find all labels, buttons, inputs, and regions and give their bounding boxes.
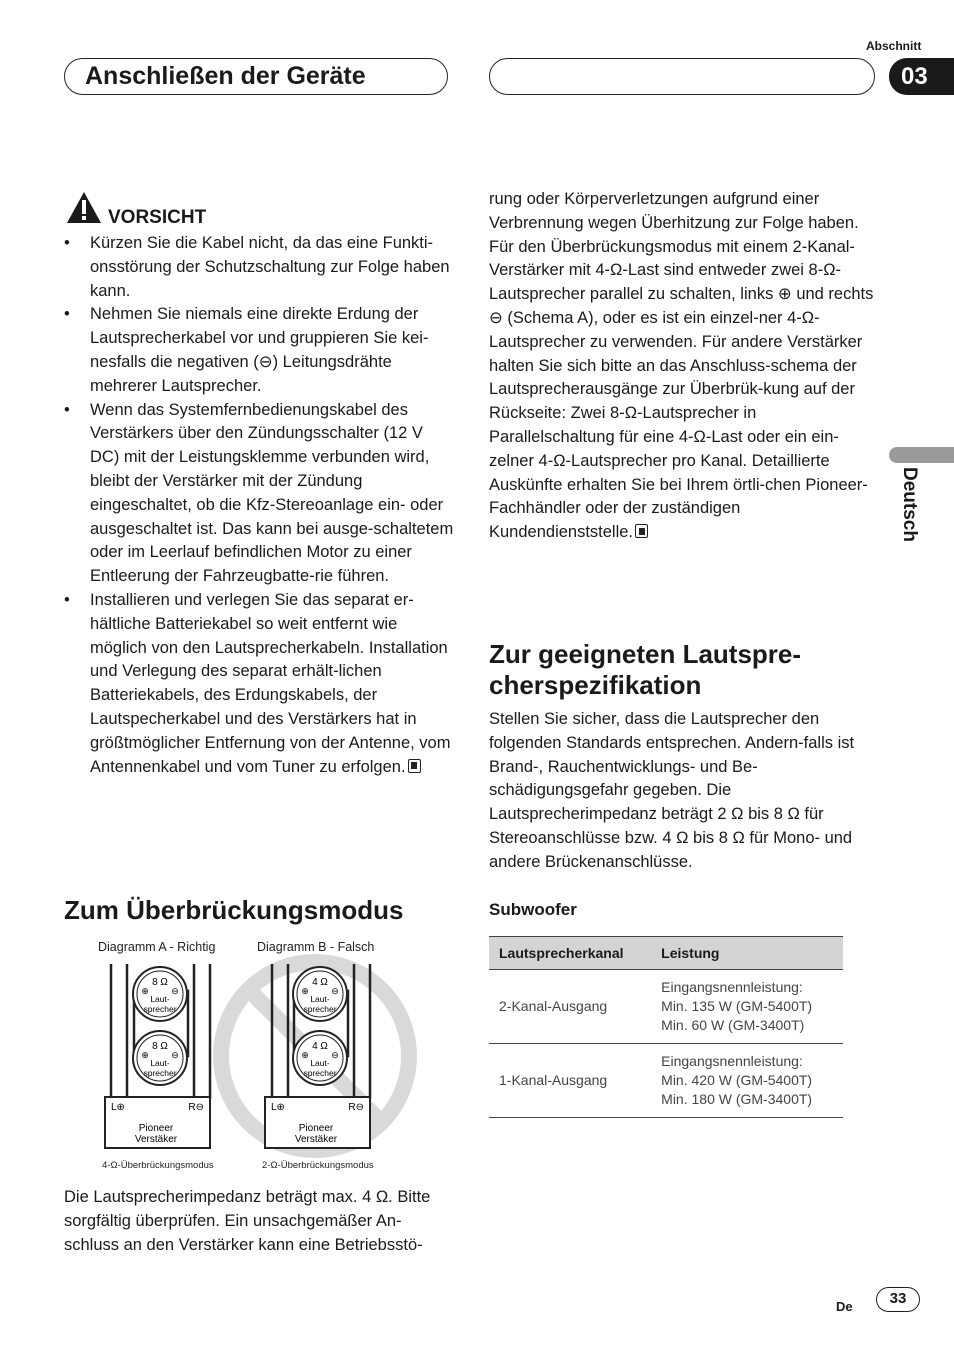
- svg-text:L⊕: L⊕: [111, 1102, 125, 1113]
- diagram-b-speaker-bottom: [293, 1031, 347, 1085]
- svg-text:⊖: ⊖: [171, 1050, 179, 1060]
- caution-title: VORSICHT: [108, 207, 207, 228]
- svg-text:Laut-: Laut-: [310, 994, 330, 1004]
- svg-text:Pioneer: Pioneer: [298, 1123, 334, 1134]
- footer-language: De: [836, 1299, 853, 1314]
- table-header-power: Leistung: [651, 937, 843, 970]
- diagram-a-speaker-top: [133, 967, 187, 1021]
- svg-text:⊕: ⊕: [141, 1050, 149, 1060]
- diagram-a-amplifier: [105, 1097, 210, 1148]
- svg-text:Laut-: Laut-: [150, 1058, 170, 1068]
- svg-text:4 Ω: 4 Ω: [312, 977, 328, 988]
- header-right-pill: [489, 58, 875, 95]
- svg-text:sprecher: sprecher: [303, 1004, 337, 1014]
- table-cell-channel: 1-Kanal-Ausgang: [489, 1044, 651, 1118]
- svg-text:L⊕: L⊕: [271, 1102, 285, 1113]
- end-mark-icon: [408, 759, 421, 773]
- table-cell-channel: 2-Kanal-Ausgang: [489, 970, 651, 1044]
- diagram-b-caption: 2-Ω-Überbrückungsmodus: [262, 1160, 374, 1171]
- svg-text:8 Ω: 8 Ω: [152, 1041, 168, 1052]
- diagram-b-amplifier: [265, 1097, 370, 1148]
- table-cell-power: Eingangsnennleistung: Min. 135 W (GM-5400T) Min. 60 W (GM-3400T): [651, 970, 843, 1044]
- svg-text:sprecher: sprecher: [303, 1068, 337, 1078]
- chapter-title-pill: [64, 58, 448, 95]
- svg-text:R⊖: R⊖: [188, 1102, 204, 1113]
- svg-text:Laut-: Laut-: [150, 994, 170, 1004]
- caution-item: • Kürzen Sie die Kabel nicht, da das eine Funkti-onsstörung der Schutzschaltung zur Folge haben kann.: [64, 232, 456, 303]
- diagram-a-title: Diagramm A - Richtig: [98, 940, 216, 954]
- diagram-b-title: Diagramm B - Falsch: [257, 940, 375, 954]
- speaker-spec-heading: Zur geeigneten Lautspre-cherspezifikation: [489, 639, 802, 700]
- subwoofer-table-wrap: [489, 936, 843, 1118]
- side-tab-language-label: Deutsch: [899, 467, 920, 542]
- side-tab-marker: [889, 447, 954, 463]
- side-tab-language: [880, 467, 940, 557]
- svg-text:⊕: ⊕: [301, 986, 309, 996]
- table-row: [489, 970, 843, 1044]
- table-header-channel: Lautsprecherkanal: [489, 937, 651, 970]
- svg-text:sprecher: sprecher: [143, 1004, 177, 1014]
- svg-text:⊖: ⊖: [331, 986, 339, 996]
- section-label: Abschnitt: [866, 39, 922, 53]
- diagram-b-speaker-top: [293, 967, 347, 1021]
- svg-text:⊕: ⊕: [141, 986, 149, 996]
- caution-item: • Nehmen Sie niemals eine direkte Erdung der Lautsprecherkabel vor und gruppieren Sie kei-nesfalls die negativen (⊖) Leitungsdrähte mehrerer Lautsprecher.: [64, 303, 456, 398]
- bridge-paragraph-left: Die Lautsprecherimpedanz beträgt max. 4 Ω. Bitte sorgfältig überprüfen. Ein unsachgemäßer An-schluss an den Verstärker kann eine Betriebsstö-: [64, 1188, 431, 1254]
- svg-text:R⊖: R⊖: [348, 1102, 364, 1113]
- warning-triangle-icon: [66, 191, 102, 224]
- caution-list: [64, 232, 456, 779]
- svg-text:Pioneer: Pioneer: [138, 1123, 174, 1134]
- caution-item: • Installieren und verlegen Sie das separat er-hältliche Batteriekabel so weit entfernt wie möglich von den Lautsprecherkabeln. Installation und Verlegung des separat erhält-lichen Batteriekabels, des Erdungskabels, der Lautspecherkabel und des Verstärkers hat in größtmöglicher Entfernung von der Antenne, vom Antennenkabel und vom Tuner zu erfolgen.: [64, 589, 456, 779]
- chapter-title: Anschließen der Geräte: [85, 62, 366, 90]
- bridge-diagrams: [64, 934, 454, 1174]
- svg-text:4 Ω: 4 Ω: [312, 1041, 328, 1052]
- svg-text:⊖: ⊖: [171, 986, 179, 996]
- svg-text:Laut-: Laut-: [310, 1058, 330, 1068]
- svg-text:Verstäker: Verstäker: [294, 1134, 338, 1145]
- table-row: [489, 1044, 843, 1118]
- svg-text:⊕: ⊕: [301, 1050, 309, 1060]
- diagram-a-speaker-bottom: [133, 1031, 187, 1085]
- section-number: 03: [889, 58, 954, 95]
- bridge-paragraph-right: rung oder Körperverletzungen aufgrund einer Verbrennung wegen Überhitzung zur Folge haben. Für den Überbrückungsmodus mit einem 2-Kanal-Verstärker mit 4-Ω-Last sind entweder zwei 8-Ω-Lautsprecher parallel zu schalten, links ⊕ und rechts ⊖ (Schema A), oder es ist ein einzel-ner 4-Ω-Lautsprecher zu verwenden. Für andere Verstärker halten Sie sich bitte an das Anschluss-schema der Lautsprecherausgänge zur Überbrük-kung auf der Rückseite: Zwei 8-Ω-Lautsprecher in Parallelschaltung für eine 4-Ω-Last oder ein ein-zelner 4-Ω-Lautsprecher pro Kanal. Detaillierte Auskünfte erhalten Sie bei Ihrem örtli-chen Pioneer-Fachhändler oder der zuständigen Kundendienststelle.: [489, 190, 874, 542]
- svg-text:8 Ω: 8 Ω: [152, 977, 168, 988]
- subwoofer-subheading: Subwoofer: [489, 900, 577, 919]
- caution-item: • Wenn das Systemfernbedienungskabel des Verstärkers über den Zündungsschalter (12 V DC) mit der Leistungsklemme verbunden wird, bleibt der Verstärker mit der Zündung eingeschaltet, ob die Kfz-Stereoanlage ein- oder ausgeschaltet ist. Das kann bei ausge-schaltetem oder im Leerlauf befindlichen Motor zu einer Entleerung der Fahrzeugbatte-rie führen.: [64, 399, 456, 589]
- svg-text:sprecher: sprecher: [143, 1068, 177, 1078]
- bridge-heading: Zum Überbrückungsmodus: [64, 895, 404, 925]
- end-mark-icon: [635, 524, 648, 538]
- speaker-spec-paragraph: Stellen Sie sicher, dass die Lautsprecher den folgenden Standards entsprechen. Andern-falls ist Brand-, Rauchentwicklungs- und Be-schädigungsgefahr gegeben. Die Lautsprecherimpedanz beträgt 2 Ω bis 8 Ω für Stereoanschlüsse bzw. 4 Ω bis 8 Ω für Mono- und andere Brückenanschlüsse.: [489, 710, 855, 871]
- svg-text:⊖: ⊖: [331, 1050, 339, 1060]
- page-number: 33: [876, 1287, 920, 1312]
- diagram-a-caption: 4-Ω-Überbrückungsmodus: [102, 1160, 214, 1171]
- table-cell-power: Eingangsnennleistung: Min. 420 W (GM-5400T) Min. 180 W (GM-3400T): [651, 1044, 843, 1118]
- svg-text:Verstäker: Verstäker: [134, 1134, 178, 1145]
- subwoofer-table: [489, 936, 843, 1118]
